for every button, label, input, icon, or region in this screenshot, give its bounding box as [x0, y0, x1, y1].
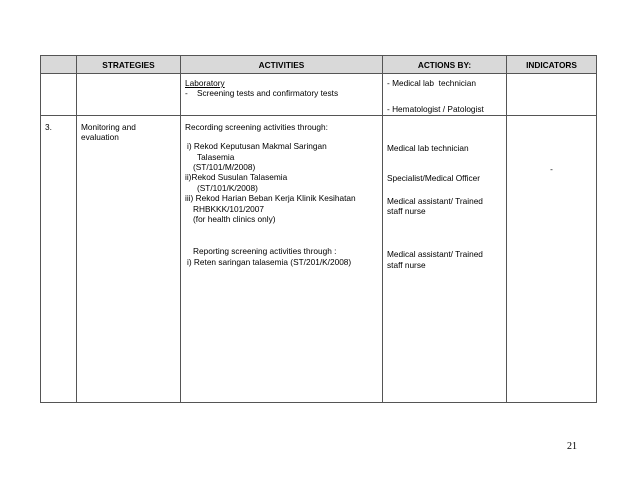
- header-row: [41, 56, 597, 74]
- row2-actions: [383, 115, 507, 402]
- header-strategies: STRATEGIES: [77, 56, 181, 74]
- row1-indicators: [507, 74, 597, 116]
- row1-activities: [181, 74, 383, 116]
- row2-number: 3.: [41, 115, 77, 402]
- strategy-table: [40, 55, 597, 403]
- activities-title: Laboratory: [185, 78, 225, 88]
- page-number: 21: [567, 441, 577, 452]
- row2-action-2: Specialist/Medical Officer: [387, 173, 480, 184]
- header-number: [41, 56, 77, 74]
- record-i: i) Rekod Keputusan Makmal Saringan: [187, 141, 327, 152]
- header-indicators: INDICATORS: [507, 56, 597, 74]
- row2-action-4b: staff nurse: [387, 259, 426, 270]
- table-row: [41, 115, 597, 402]
- row2-indicators: [507, 115, 597, 402]
- row2-action-1: Medical lab technician: [387, 142, 469, 153]
- recording-intro: Recording screening activities through:: [185, 121, 328, 132]
- row2-action-3b: staff nurse: [387, 206, 426, 217]
- row1-number: [41, 74, 77, 116]
- indicator-value: -: [550, 163, 553, 174]
- record-iii: iii) Rekod Harian Beban Kerja Klinik Kesihatan: [185, 193, 356, 204]
- row2-action-3a: Medical assistant/ Trained: [387, 195, 483, 206]
- header-activities: ACTIVITIES: [181, 56, 383, 74]
- row1-action-1: - Medical lab technician: [387, 78, 477, 88]
- row2-activities: Recording screening activities through: i) Rekod Keputusan Makmal Saringan Talasemia (ST/101/M/2008) ii)Rekod Susulan Talasemia (ST/101/K/2008) iii) Rekod Harian Beban Kerja Klinik Kesihatan RHBKKK/101/2007 (for health clinics only) Reporting screening activities through : i) Reten saringan talasemia (ST/201/K/2008): [181, 115, 383, 402]
- row1-action-2: - Hematologist / Patologist: [387, 104, 484, 115]
- row2-action-4a: Medical assistant/ Trained: [387, 249, 483, 260]
- header-actions-by: ACTIONS BY:: [383, 56, 507, 74]
- row2-strategy: Monitoring and evaluation: [77, 115, 181, 402]
- table-row: [41, 74, 597, 116]
- activities-item: - Screening tests and confirmatory tests: [185, 88, 339, 99]
- row1-actions: [383, 74, 507, 116]
- reporting-intro: Reporting screening activities through :: [193, 246, 337, 257]
- report-i: i) Reten saringan talasemia (ST/201/K/2008): [187, 256, 352, 267]
- row1-strategy: [77, 74, 181, 116]
- record-ii: ii)Rekod Susulan Talasemia: [185, 172, 288, 183]
